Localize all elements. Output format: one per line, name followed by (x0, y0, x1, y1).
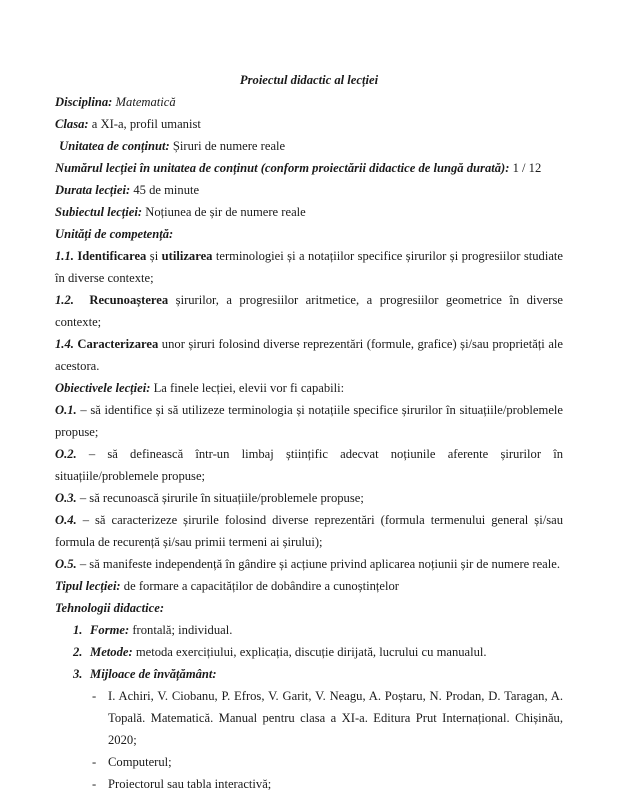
obiectiv-item (55, 399, 563, 443)
competenta-code: 1.1. (55, 249, 74, 263)
competenta-item (55, 333, 563, 377)
obiectiv-text: – să definească într-un limbaj științific adecvat noțiunile aferente șirurilor în situațiile/problemele propuse; (55, 447, 563, 483)
tipul-value: de formare a capacităților de dobândire a cunoștințelor (123, 579, 399, 593)
subiectul-label: Subiectul lecției: (55, 205, 143, 219)
competenta-keyword: utilizarea (161, 249, 213, 263)
obiectiv-text: – să manifeste independență în gândire și acțiune privind aplicarea noțiunii șir de numere reale. (76, 557, 560, 571)
numarul-line (55, 157, 563, 179)
disciplina-value: Matematică (115, 95, 176, 109)
competenta-item (55, 289, 563, 333)
subiectul-line (55, 201, 563, 223)
obiectiv-text: – să caracterizeze șirurile folosind diverse reprezentări (formula termenului general și/sau formula de recurență și/sau primii termeni ai șirului); (55, 513, 563, 549)
obiective-label: Obiectivele lecției: (55, 381, 151, 395)
competenta-text: unor șiruri folosind diverse reprezentări (formule, grafice) și/sau proprietăți ale acestora. (55, 337, 563, 373)
obiectiv-code: O.5. (55, 557, 77, 571)
tehnologie-number: 1. (73, 623, 83, 637)
tehnologie-value: frontală; individual. (132, 623, 233, 637)
tehnologie-label: Forme: (90, 623, 130, 637)
numarul-label: Numărul lecției în unitatea de conținut (conform proiectării didactice de lungă durată): (55, 161, 510, 175)
unitatea-line (55, 135, 563, 157)
tehnologie-number: 2. (73, 645, 83, 659)
competenta-code: 1.4. (55, 337, 74, 351)
obiectiv-code: O.4. (55, 513, 77, 527)
tehnologie-label: Mijloace de învățământ: (90, 667, 217, 681)
clasa-line (55, 113, 563, 135)
obiective-value: La finele lecției, elevii vor fi capabili: (153, 381, 345, 395)
tipul-label: Tipul lecției: (55, 579, 121, 593)
obiectiv-text: – să recunoască șirurile în situațiile/problemele propuse; (76, 491, 364, 505)
mijloc-item (55, 773, 563, 795)
disciplina-line (55, 91, 563, 113)
competenta-item (55, 245, 563, 289)
obiectiv-text: – să identifice și să utilizeze terminologia și notațiile specifice șirurilor în situațiile/problemele propuse; (55, 403, 563, 439)
durata-value: 45 de minute (133, 183, 200, 197)
obiectiv-item (55, 553, 563, 575)
competenta-code: 1.2. (55, 293, 74, 307)
obiectiv-item (55, 509, 563, 553)
obiectiv-item (55, 443, 563, 487)
tehnologie-label: Metode: (90, 645, 133, 659)
competenta-text: terminologiei și a notațiilor specifice șirurilor și progresiilor studiate în diverse contexte; (55, 249, 563, 285)
competenta-keyword: Identificarea (77, 249, 147, 263)
document-title: Proiectul didactic al lecției (239, 73, 379, 87)
subiectul-value: Noțiunea de șir de numere reale (145, 205, 306, 219)
durata-line (55, 179, 563, 201)
durata-label: Durata lecției: (55, 183, 131, 197)
competenta-keyword: Recunoașterea (89, 293, 169, 307)
unitatea-label: Unitatea de conținut: (59, 139, 170, 153)
obiectiv-code: O.3. (55, 491, 77, 505)
numarul-value: 1 / 12 (512, 161, 542, 175)
tehnologii-heading: Tehnologii didactice: (55, 601, 165, 615)
tehnologie-item (55, 619, 563, 641)
tipul-line (55, 575, 563, 597)
tehnologie-number: 3. (73, 667, 83, 681)
dash-bullet: - (92, 777, 97, 791)
unitati-heading: Unități de competență: (55, 227, 174, 241)
tehnologie-value: metoda exercițiului, explicația, discuție dirijată, lucrului cu manualul. (135, 645, 487, 659)
mijloc-item (55, 751, 563, 773)
clasa-value: a XI-a, profil umanist (91, 117, 201, 131)
document-page (55, 69, 563, 795)
dash-bullet: - (92, 689, 97, 703)
mijloc-text: I. Achiri, V. Ciobanu, P. Efros, V. Garit, V. Neagu, A. Poștaru, N. Prodan, D. Taragan, A. Topală. Matematică. Manual pentru clasa a XI-a. Editura Prut Internațional. Chișinău, 2020; (108, 689, 563, 747)
unitatea-value: Șiruri de numere reale (172, 139, 286, 153)
obiective-line (55, 377, 563, 399)
mijloc-item (55, 685, 563, 751)
tehnologie-item (55, 641, 563, 663)
clasa-label: Clasa: (55, 117, 89, 131)
competenta-text: șirurilor, a progresiilor aritmetice, a progresiilor geometrice în diverse contexte; (55, 293, 563, 329)
obiectiv-code: O.1. (55, 403, 77, 417)
disciplina-label: Disciplina: (55, 95, 113, 109)
competenta-keyword: Caracterizarea (77, 337, 159, 351)
obiectiv-code: O.2. (55, 447, 77, 461)
dash-bullet: - (92, 755, 97, 769)
obiectiv-item (55, 487, 563, 509)
mijloc-text: Proiectorul sau tabla interactivă; (108, 777, 272, 791)
mijloc-text: Computerul; (108, 755, 172, 769)
tehnologie-item (55, 663, 563, 685)
competenta-text: și (146, 249, 162, 263)
